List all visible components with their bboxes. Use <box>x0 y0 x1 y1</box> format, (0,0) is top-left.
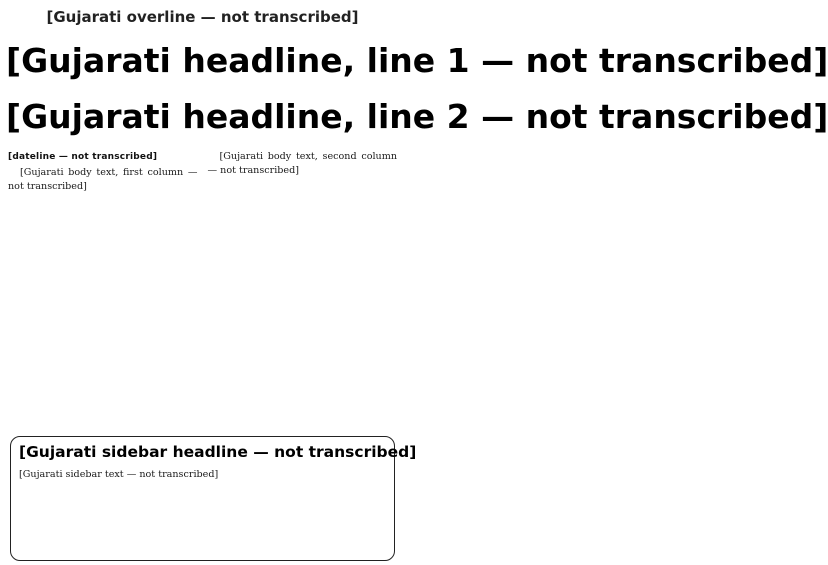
article-body <box>8 150 397 430</box>
article-overline: [Gujarati overline — not transcribed] <box>46 8 359 26</box>
sidebar-story-box <box>10 436 417 561</box>
sidebar-title: [Gujarati sidebar headline — not transcribed] <box>19 443 417 461</box>
sidebar-body: [Gujarati sidebar text — not transcribed] <box>19 469 219 480</box>
article-column-right <box>208 150 398 430</box>
article-dateline: [dateline — not transcribed] <box>8 152 158 162</box>
article-headline <box>6 36 828 142</box>
article-paragraph: [Gujarati body text, first column — not transcribed] <box>8 167 198 193</box>
headline-line-1: [Gujarati headline, line 1 — not transcribed] <box>6 41 828 80</box>
article-column-left <box>8 150 198 430</box>
headline-line-2: [Gujarati headline, line 2 — not transcribed] <box>6 97 828 136</box>
article-paragraph: [Gujarati body text, second column — not transcribed] <box>207 151 397 177</box>
